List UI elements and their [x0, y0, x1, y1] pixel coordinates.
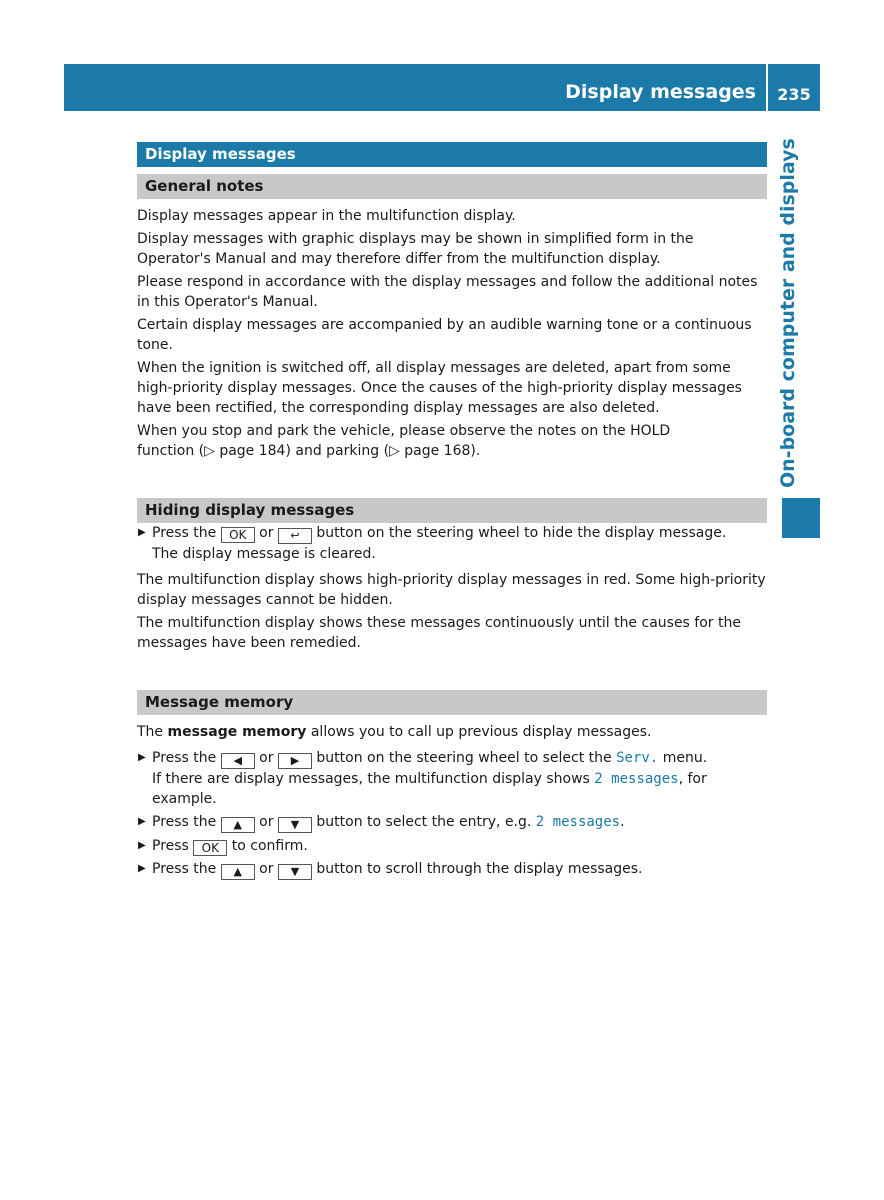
step-result: The display message is cleared. [152, 546, 376, 562]
paragraph: Please respond in accordance with the display messages and follow the additional notes in this Operator's Manual. [137, 274, 758, 310]
section-title: Display messages [137, 142, 767, 167]
step-select-entry: ▶ Press the ▲ or ▼ button to select the entry, e.g. 2 messages. [138, 814, 625, 831]
left-key-icon: ◀ [221, 753, 255, 769]
side-tab-label: On-board computer and displays [777, 138, 799, 488]
step-confirm: ▶ Press OK to confirm. [138, 838, 308, 855]
step-arrow-icon: ▶ [138, 527, 146, 538]
paragraph: Display messages with graphic displays may be shown in simplified form in the Operator's Manual and may therefore differ from the multifunction display. [137, 231, 694, 267]
step-select-serv-menu: ▶ Press the ◀ or ▶ button on the steering wheel to select the Serv. menu. If there are display messages, the multifunction display shows 2 messages, for example. [138, 750, 708, 807]
paragraph: The multifunction display shows high-priority display messages in red. Some high-priority display messages cannot be hidden. [137, 572, 766, 608]
paragraph: When the ignition is switched off, all display messages are deleted, apart from some high-priority display messages. Once the causes of the high-priority display messages have been rectified, the corresponding display messages are also deleted. [137, 360, 742, 416]
paragraph: When you stop and park the vehicle, please observe the notes on the HOLD function (▷ page 184) and parking (▷ page 168). [137, 423, 671, 459]
step-scroll-messages: ▶ Press the ▲ or ▼ button to scroll through the display messages. [138, 861, 643, 878]
ok-key: OK [193, 840, 227, 856]
side-tab-marker [782, 498, 820, 538]
ok-key: OK [221, 527, 255, 543]
paragraph: Display messages appear in the multifunction display. [137, 208, 516, 224]
heading-general-notes: General notes [137, 174, 767, 199]
step-arrow-icon: ▶ [138, 816, 146, 827]
display-text-messages: 2 messages [535, 814, 621, 830]
header-title: Display messages [565, 81, 756, 103]
up-key-icon: ▲ [221, 817, 255, 833]
heading-message-memory: Message memory [137, 690, 767, 715]
step-hide-message: ▶ Press the OK or ↩ button on the steering wheel to hide the display message. The display message is cleared. [138, 525, 727, 562]
step-arrow-icon: ▶ [138, 840, 146, 851]
up-key-icon: ▲ [221, 864, 255, 880]
page-number: 235 [777, 85, 811, 104]
step-arrow-icon: ▶ [138, 863, 146, 874]
paragraph: Certain display messages are accompanied by an audible warning tone or a continuous tone. [137, 317, 752, 353]
back-key-icon: ↩ [278, 528, 312, 544]
down-key-icon: ▼ [278, 864, 312, 880]
header-bar [64, 64, 766, 111]
memory-intro: The message memory allows you to call up previous display messages. [137, 724, 652, 740]
page-content [137, 142, 767, 883]
step-arrow-icon: ▶ [138, 752, 146, 763]
display-text-messages: 2 messages [594, 771, 679, 787]
right-key-icon: ▶ [278, 753, 312, 769]
paragraph: The multifunction display shows these messages continuously until the causes for the messages have been remedied. [137, 615, 741, 651]
heading-hiding-messages: Hiding display messages [137, 498, 767, 523]
down-key-icon: ▼ [278, 817, 312, 833]
display-text-serv: Serv. [616, 750, 659, 766]
page-number-box [768, 64, 820, 111]
